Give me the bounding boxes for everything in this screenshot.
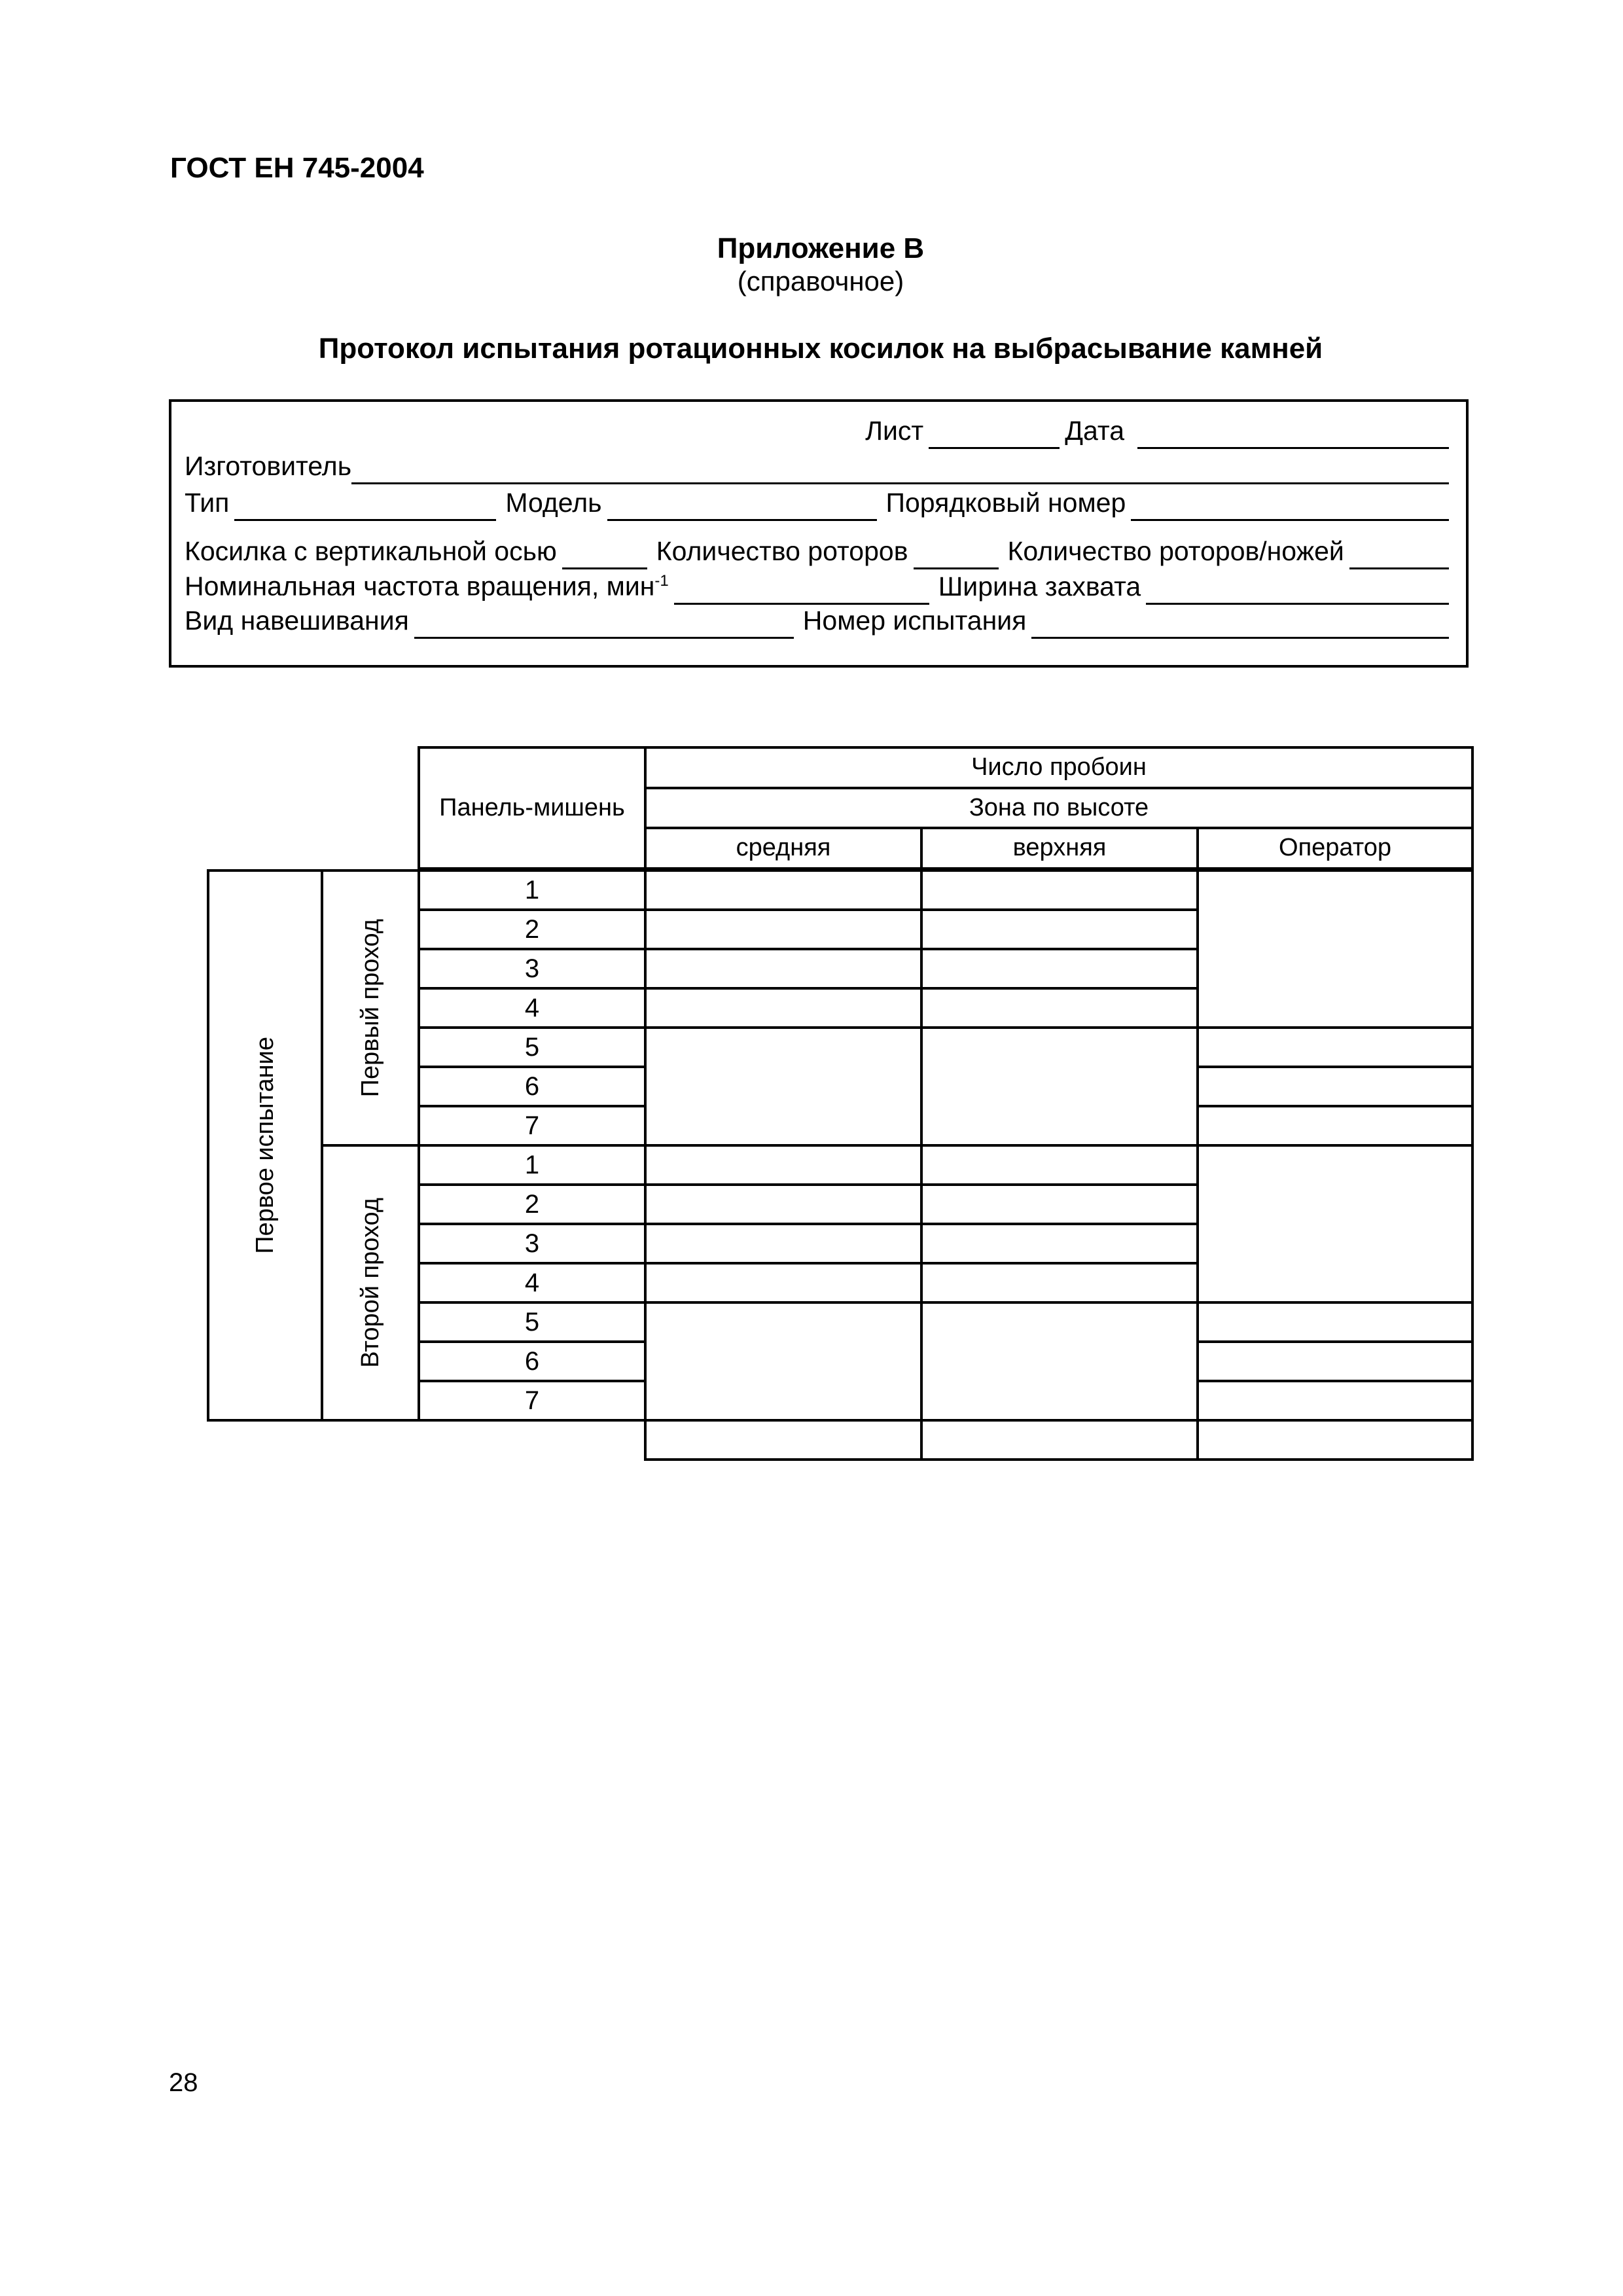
- panel-number-label: 3: [524, 954, 540, 983]
- protocol-title: Протокол испытания ротационных косилок на выбрасывание камней: [318, 332, 1323, 365]
- panel-number: [418, 1144, 647, 1186]
- panel-number-label: 6: [524, 1346, 540, 1376]
- model-label: Модель: [505, 488, 602, 518]
- upper-total-cell[interactable]: [920, 1419, 1199, 1461]
- upper-zone-cell[interactable]: [920, 869, 1199, 911]
- middle-zone-cell[interactable]: [644, 1183, 923, 1225]
- middle-zone-cell[interactable]: [644, 948, 923, 990]
- upper-zone-cell[interactable]: [920, 908, 1199, 950]
- vertical-axis-label: Косилка с вертикальной осью: [185, 536, 557, 566]
- operator-merged-cell[interactable]: [1196, 869, 1474, 1029]
- second-pass-label: [321, 1144, 420, 1422]
- column-header-label: Оператор: [1279, 834, 1391, 862]
- rotor-knife-label: Количество роторов/ножей: [1007, 536, 1344, 566]
- nominal-speed-label: Номинальная частота вращения, мин$^{-1}$: [185, 571, 669, 601]
- operator-merged-cell[interactable]: [1196, 1144, 1474, 1304]
- date-label: Дата: [1065, 416, 1124, 446]
- panel-number: [418, 987, 647, 1029]
- panel-number: [418, 1066, 647, 1107]
- panel-number-label: 2: [524, 1189, 540, 1219]
- operator-cell[interactable]: [1196, 1340, 1474, 1382]
- middle-zone-cell[interactable]: [644, 1223, 923, 1265]
- upper-zone-merged-cell[interactable]: [920, 1301, 1199, 1422]
- panel-number: [418, 1380, 647, 1422]
- middle-zone-cell[interactable]: [644, 1144, 923, 1186]
- working-width-label: Ширина захвата: [938, 571, 1141, 601]
- second-pass-label-label: Второй проход: [356, 1198, 384, 1368]
- panel-number-label: 3: [524, 1229, 540, 1258]
- panel-number-label: 7: [524, 1386, 540, 1415]
- manufacturer-label: Изготовитель: [185, 451, 352, 481]
- panel-target-header-label: Панель-мишень: [439, 793, 625, 821]
- panel-number-label: 2: [524, 914, 540, 944]
- panel-number-label: 4: [524, 993, 540, 1022]
- sheet-label: Лист: [865, 416, 924, 446]
- speed-exponent: -1: [654, 572, 669, 590]
- operator-cell[interactable]: [1196, 1066, 1474, 1107]
- first-test-label: [207, 869, 323, 1422]
- panel-number: [418, 1026, 647, 1068]
- upper-zone-cell[interactable]: [920, 1183, 1199, 1225]
- panel-number-label: 1: [524, 1150, 540, 1179]
- middle-zone-cell[interactable]: [644, 908, 923, 950]
- middle-total-cell[interactable]: [644, 1419, 923, 1461]
- panel-number-label: 1: [524, 875, 540, 905]
- upper-zone-cell[interactable]: [920, 1262, 1199, 1304]
- operator-cell[interactable]: [1196, 1301, 1474, 1343]
- panel-number: [418, 1301, 647, 1343]
- panel-number-label: 5: [524, 1032, 540, 1062]
- upper-zone-cell[interactable]: [920, 1223, 1199, 1265]
- panel-number: [418, 869, 647, 911]
- column-header: [644, 827, 923, 870]
- panel-number: [418, 948, 647, 990]
- panel-target-header: [418, 746, 647, 870]
- height-zone-header-label: Зона по высоте: [969, 793, 1149, 821]
- holes-count-header-label: Число пробоин: [971, 753, 1147, 781]
- middle-zone-merged-cell[interactable]: [644, 1026, 923, 1147]
- rotor-count-label: Количество роторов: [656, 536, 908, 566]
- column-header: [920, 827, 1199, 870]
- first-pass-label: [321, 869, 420, 1147]
- height-zone-header: [644, 787, 1474, 830]
- column-header: [1196, 827, 1474, 870]
- middle-zone-cell[interactable]: [644, 869, 923, 911]
- page-number: 28: [169, 2068, 198, 2097]
- upper-zone-cell[interactable]: [920, 948, 1199, 990]
- document-header: ГОСТ ЕН 745-2004: [170, 152, 424, 184]
- type-label: Тип: [185, 488, 230, 518]
- panel-number: [418, 1340, 647, 1382]
- column-header-label: средняя: [736, 834, 831, 862]
- operator-cell[interactable]: [1196, 1380, 1474, 1422]
- column-header-label: верхняя: [1012, 834, 1107, 862]
- panel-number-label: 4: [524, 1268, 540, 1297]
- upper-zone-cell[interactable]: [920, 987, 1199, 1029]
- mounting-label: Вид навешивания: [185, 605, 409, 636]
- panel-number: [418, 1262, 647, 1304]
- panel-number: [418, 908, 647, 950]
- upper-zone-merged-cell[interactable]: [920, 1026, 1199, 1147]
- panel-number: [418, 1105, 647, 1147]
- appendix-subtitle: (справочное): [737, 266, 904, 296]
- operator-cell[interactable]: [1196, 1026, 1474, 1068]
- panel-number: [418, 1183, 647, 1225]
- middle-zone-cell[interactable]: [644, 987, 923, 1029]
- first-test-label-label: Первое испытание: [251, 1037, 279, 1254]
- upper-zone-cell[interactable]: [920, 1144, 1199, 1186]
- operator-cell[interactable]: [1196, 1105, 1474, 1147]
- serial-label: Порядковый номер: [885, 488, 1126, 518]
- operator-total-cell[interactable]: [1196, 1419, 1474, 1461]
- panel-number-label: 6: [524, 1071, 540, 1101]
- first-pass-label-label: Первый проход: [356, 918, 384, 1098]
- panel-number: [418, 1223, 647, 1265]
- middle-zone-merged-cell[interactable]: [644, 1301, 923, 1422]
- test-number-label: Номер испытания: [802, 605, 1027, 636]
- panel-number-label: 7: [524, 1111, 540, 1140]
- appendix-title: Приложение В: [717, 232, 925, 264]
- middle-zone-cell[interactable]: [644, 1262, 923, 1304]
- holes-count-header: [644, 746, 1474, 789]
- panel-number-label: 5: [524, 1307, 540, 1336]
